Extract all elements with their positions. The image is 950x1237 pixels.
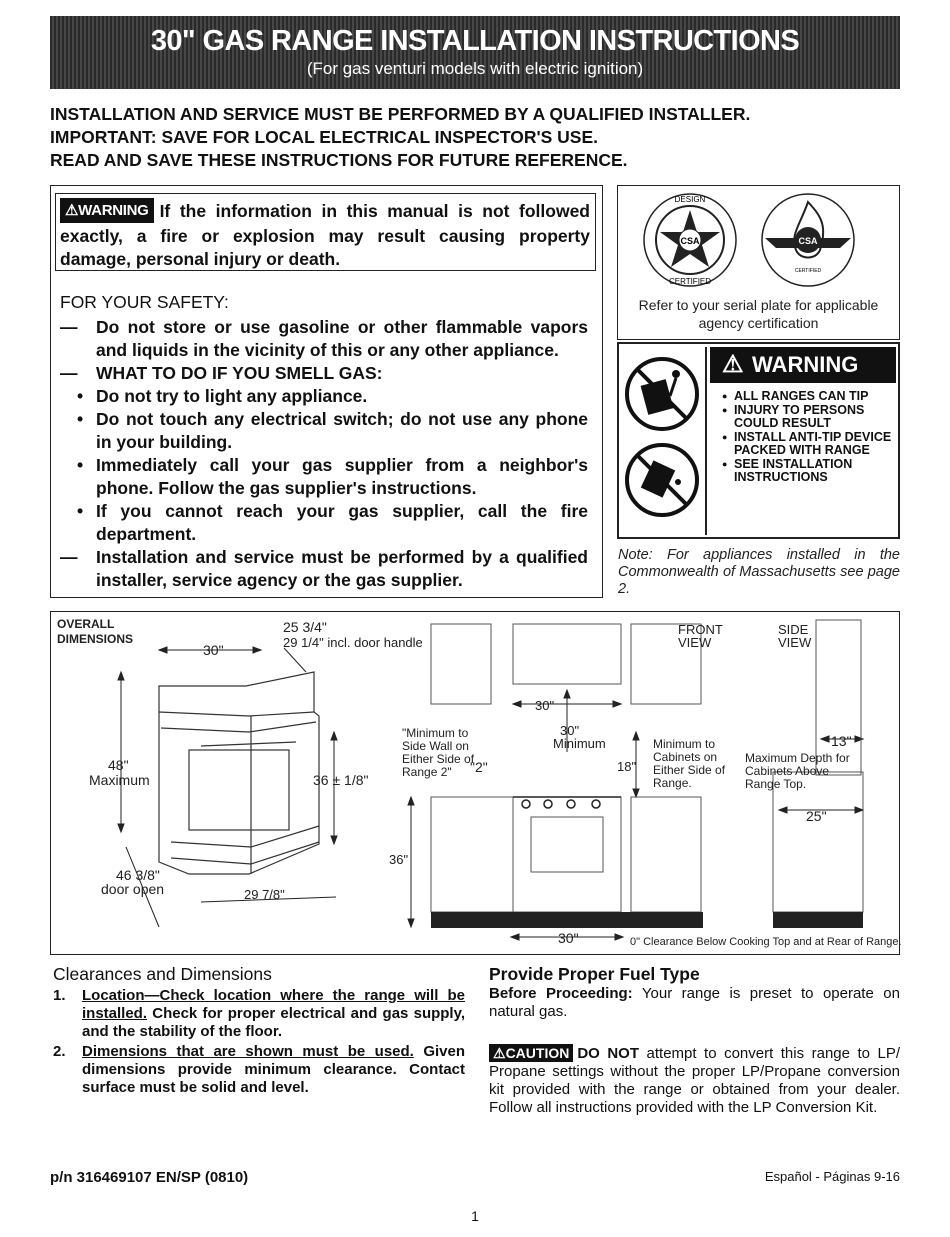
clearances-item-1: Location—Check location where the range will be installed. Check for proper electrical and gas supply, and the stability of the floor.	[82, 987, 465, 1040]
dash-mark: —	[60, 317, 78, 337]
warning-triangle-icon: ⚠	[493, 1045, 506, 1061]
dim-bottom-30: 30"	[558, 930, 579, 946]
design-certified-seal-icon	[644, 194, 736, 286]
csa-flame-seal-icon	[762, 194, 854, 286]
tip-pictograms	[624, 352, 704, 532]
safety-item-installation: Installation and service must be performed by a qualified installer, service agency or the gas supplier.	[96, 547, 588, 590]
bullet-mark: •	[77, 409, 84, 429]
dim-two: "2"	[470, 759, 488, 775]
dash-mark: —	[60, 547, 78, 567]
intro-line-3: READ AND SAVE THESE INSTRUCTIONS FOR FUTURE REFERENCE.	[50, 150, 628, 170]
range-front-view	[513, 797, 621, 808]
dim-top-30: 30"	[535, 698, 555, 713]
svg-text:DESIGN: DESIGN	[674, 195, 706, 204]
fuel-before-proceeding: Before Proceeding: Your range is preset to operate on natural gas.	[489, 985, 900, 1020]
warning-badge: ⚠WARNING	[60, 198, 154, 223]
clearances-title: Clearances and Dimensions	[53, 964, 272, 984]
front-view-label-2: VIEW	[678, 635, 712, 650]
dimensions-label: DIMENSIONS	[57, 632, 134, 646]
tip-item-1: ● ALL RANGES CAN TIP	[722, 390, 897, 403]
clearances-item-2: Dimensions that are shown must be used. Given dimensions provide minimum clearance. Contact surface must be solid and level.	[82, 1043, 465, 1096]
svg-text:CSA: CSA	[680, 236, 700, 246]
dim-25: 25"	[806, 808, 827, 824]
fire-warning	[60, 200, 590, 271]
dim-min-side-wall: "Minimum to Side Wall on Either Side of Range 2"	[402, 726, 475, 779]
dim-minimum: Minimum	[553, 736, 606, 751]
intro-line-1: INSTALLATION AND SERVICE MUST BE PERFORMED BY A QUALIFIED INSTALLER.	[50, 104, 751, 124]
svg-text:CSA: CSA	[798, 236, 818, 246]
dim-door-open: door open	[101, 881, 165, 897]
page-number: 1	[471, 1208, 479, 1224]
fuel-caution: ⚠CAUTION DO NOT attempt to convert this range to LP/ Propane settings without the proper LP/Propane conversion kit provided with the range or obtained from your dealer. Follow all instructions provided with the LP Conversion Kit.	[489, 1045, 900, 1116]
safety-bullet-2: Do not touch any electrical switch; do not use any phone in your building.	[96, 409, 588, 452]
clearances-item-2-number: 2.	[53, 1043, 66, 1060]
safety-item-smell-gas: WHAT TO DO IF YOU SMELL GAS:	[96, 363, 383, 383]
caution-badge: ⚠CAUTION	[489, 1044, 573, 1062]
dim-height-48: 48"	[108, 757, 129, 773]
bullet-mark: •	[77, 501, 84, 521]
dim-18: 18"	[617, 759, 637, 774]
safety-bullet-3: Immediately call your gas supplier from a neighbor's phone. Follow the gas supplier's instructions.	[96, 455, 588, 498]
certification-seals	[640, 190, 880, 290]
safety-bullet-4: If you cannot reach your gas supplier, call the fire department.	[96, 501, 588, 544]
tip-warning-list	[722, 390, 897, 485]
svg-text:CERTIFIED: CERTIFIED	[794, 268, 822, 274]
title-banner	[50, 16, 900, 89]
dim-13: 13"	[831, 733, 852, 749]
tip-warning-header: ⚠ WARNING	[710, 347, 896, 383]
document-subtitle: (For gas venturi models with electric ignition)	[306, 59, 644, 78]
safety-item-gasoline: Do not store or use gasoline or other flammable vapors and liquids in the vicinity of this or any other appliance.	[96, 317, 588, 360]
certification-text: Refer to your serial plate for applicable agency certification	[638, 297, 879, 331]
range-drawing	[159, 672, 319, 874]
dim-36: 36"	[389, 852, 409, 867]
intro-notice	[50, 103, 910, 172]
tip-item-2: ● INJURY TO PERSONS COULD RESULT	[722, 404, 897, 430]
side-view-label-2: VIEW	[778, 635, 812, 650]
overall-label: OVERALL	[57, 617, 115, 631]
dim-depth-46-38: 46 3/8"	[116, 867, 160, 883]
warning-text: If the information in this manual is not followed exactly, a fire or explosion may result causing property damage, personal injury or death.	[60, 201, 590, 269]
warning-triangle-icon: ⚠	[722, 351, 744, 378]
safety-bullet-1: Do not try to light any appliance.	[96, 386, 368, 406]
side-view-label: SIDE	[778, 622, 809, 637]
clearances-item-1-number: 1.	[53, 987, 66, 1004]
dim-min-30: 30"	[560, 723, 580, 738]
dim-clearance-note: 0" Clearance Below Cooking Top and at Rear of Range.	[630, 936, 902, 948]
document-title: 30" GAS RANGE INSTALLATION INSTRUCTIONS	[150, 25, 800, 57]
dim-depth-29-25: 29 1/4" incl. door handle	[283, 635, 423, 650]
front-view-label: FRONT	[678, 622, 723, 637]
dim-depth-25-75: 25 3/4"	[283, 619, 327, 635]
massachusetts-note: Note: For appliances installed in the Commonwealth of Massachusetts see page 2.	[618, 547, 900, 597]
tip-item-3: ● INSTALL ANTI-TIP DEVICE PACKED WITH RANGE	[722, 431, 897, 457]
part-number: p/n 316469107 EN/SP (0810)	[50, 1169, 249, 1186]
dim-min-cabinets: Minimum to Cabinets on Either Side of Range.	[653, 737, 726, 790]
dim-height-36: 36 ± 1/8"	[313, 772, 369, 788]
tip-item-4: ● SEE INSTALLATION INSTRUCTIONS	[722, 458, 897, 484]
dim-width-30: 30"	[203, 642, 224, 658]
bullet-mark: •	[77, 386, 84, 406]
no-tipping-icon	[627, 445, 697, 515]
safety-title: FOR YOUR SAFETY:	[60, 292, 229, 312]
dim-depth-29-78: 29 7/8"	[244, 887, 285, 902]
warning-triangle-icon: ⚠	[65, 202, 79, 219]
svg-text:CERTIFIED: CERTIFIED	[668, 277, 712, 286]
bullet-mark: •	[77, 455, 84, 475]
dim-maximum: Maximum	[89, 772, 150, 788]
dim-max-depth: Maximum Depth for Cabinets Above Range Top.	[745, 751, 850, 791]
spanish-pages: Español - Páginas 9-16	[764, 1169, 900, 1184]
floor-base	[431, 912, 863, 928]
no-climbing-icon	[627, 359, 697, 429]
intro-line-2: IMPORTANT: SAVE FOR LOCAL ELECTRICAL INSPECTOR'S USE.	[50, 127, 598, 147]
fuel-title: Provide Proper Fuel Type	[489, 964, 700, 984]
dash-mark: —	[60, 363, 78, 383]
